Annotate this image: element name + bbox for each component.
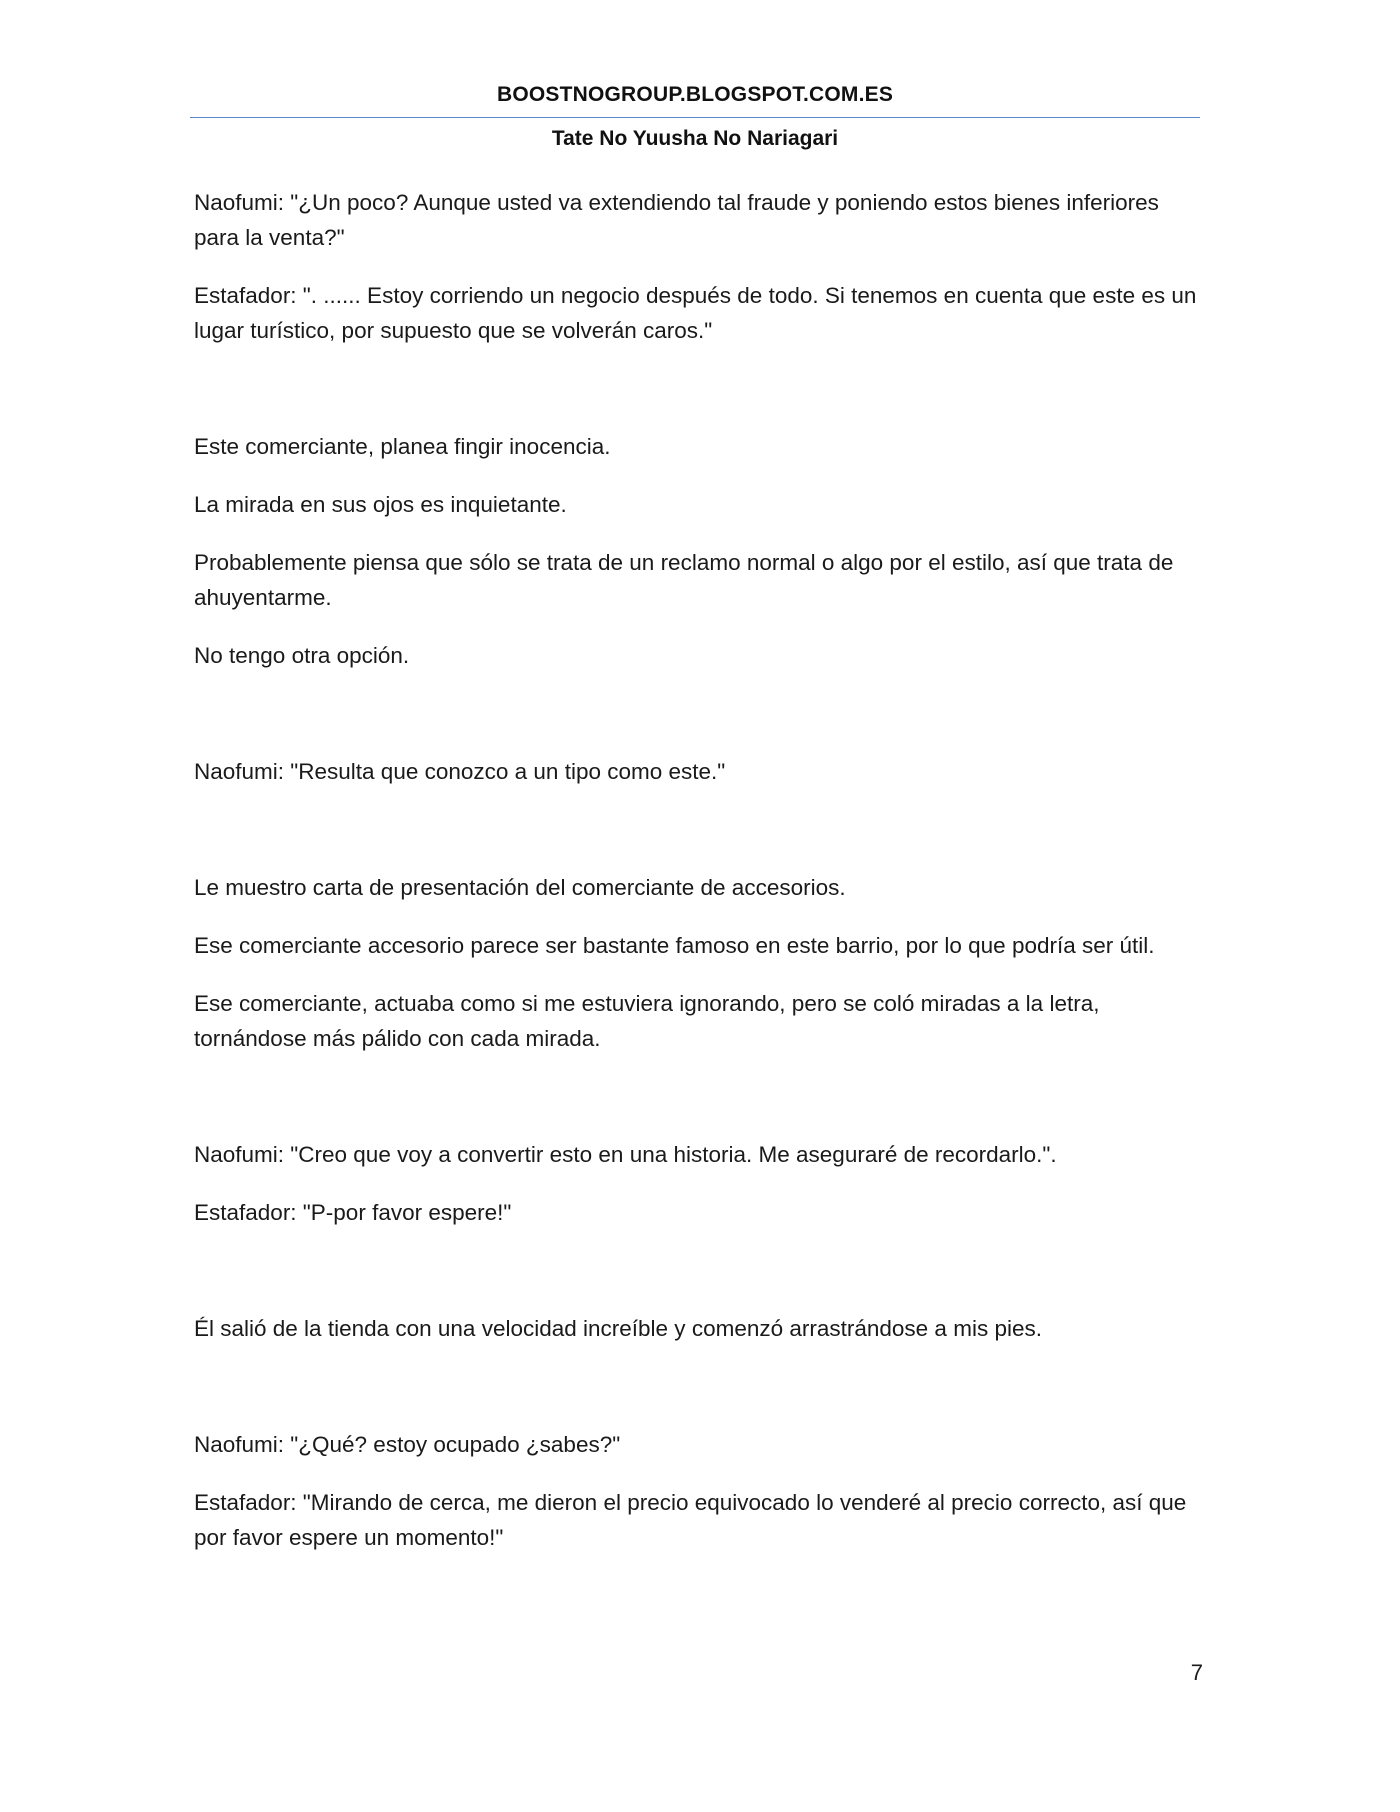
paragraph: Le muestro carta de presentación del comerciante de accesorios.	[194, 875, 846, 900]
document-body	[194, 185, 1200, 1578]
paragraph: Estafador: "Mirando de cerca, me dieron el precio equivocado lo venderé al precio correcto, así que por favor espere un momento!"	[194, 1490, 1187, 1550]
page-number: 7	[1190, 1660, 1203, 1685]
paragraph: La mirada en sus ojos es inquietante.	[194, 492, 567, 517]
page-header	[190, 80, 1200, 154]
paragraph: Estafador: "P-por favor espere!"	[194, 1200, 512, 1225]
paragraph: Ese comerciante, actuaba como si me estuviera ignorando, pero se coló miradas a la letra, tornándose más pálido con cada mirada.	[194, 991, 1100, 1051]
paragraph: Naofumi: "Creo que voy a convertir esto en una historia. Me aseguraré de recordarlo.".	[194, 1142, 1057, 1167]
paragraph: Estafador: ". ...... Estoy corriendo un negocio después de todo. Si tenemos en cuenta que este es un lugar turístico, por supuesto que se volverán caros."	[194, 283, 1197, 343]
header-divider	[190, 117, 1200, 118]
paragraph: Ese comerciante accesorio parece ser bastante famoso en este barrio, por lo que podría ser útil.	[194, 933, 1155, 958]
paragraph: Probablemente piensa que sólo se trata de un reclamo normal o algo por el estilo, así que trata de ahuyentarme.	[194, 550, 1174, 610]
site-title: BOOSTNOGROUP.BLOGSPOT.COM.ES	[496, 83, 894, 106]
paragraph: No tengo otra opción.	[194, 643, 410, 668]
document-title: Tate No Yuusha No Nariagari	[551, 127, 839, 150]
paragraph: Naofumi: "¿Un poco? Aunque usted va extendiendo tal fraude y poniendo estos bienes inferiores para la venta?"	[194, 190, 1159, 250]
paragraph: Este comerciante, planea fingir inocencia.	[194, 434, 611, 459]
paragraph: Naofumi: "Resulta que conozco a un tipo como este."	[194, 759, 726, 784]
paragraph: Naofumi: "¿Qué? estoy ocupado ¿sabes?"	[194, 1432, 621, 1457]
paragraph: Él salió de la tienda con una velocidad increíble y comenzó arrastrándose a mis pies.	[194, 1316, 1042, 1341]
